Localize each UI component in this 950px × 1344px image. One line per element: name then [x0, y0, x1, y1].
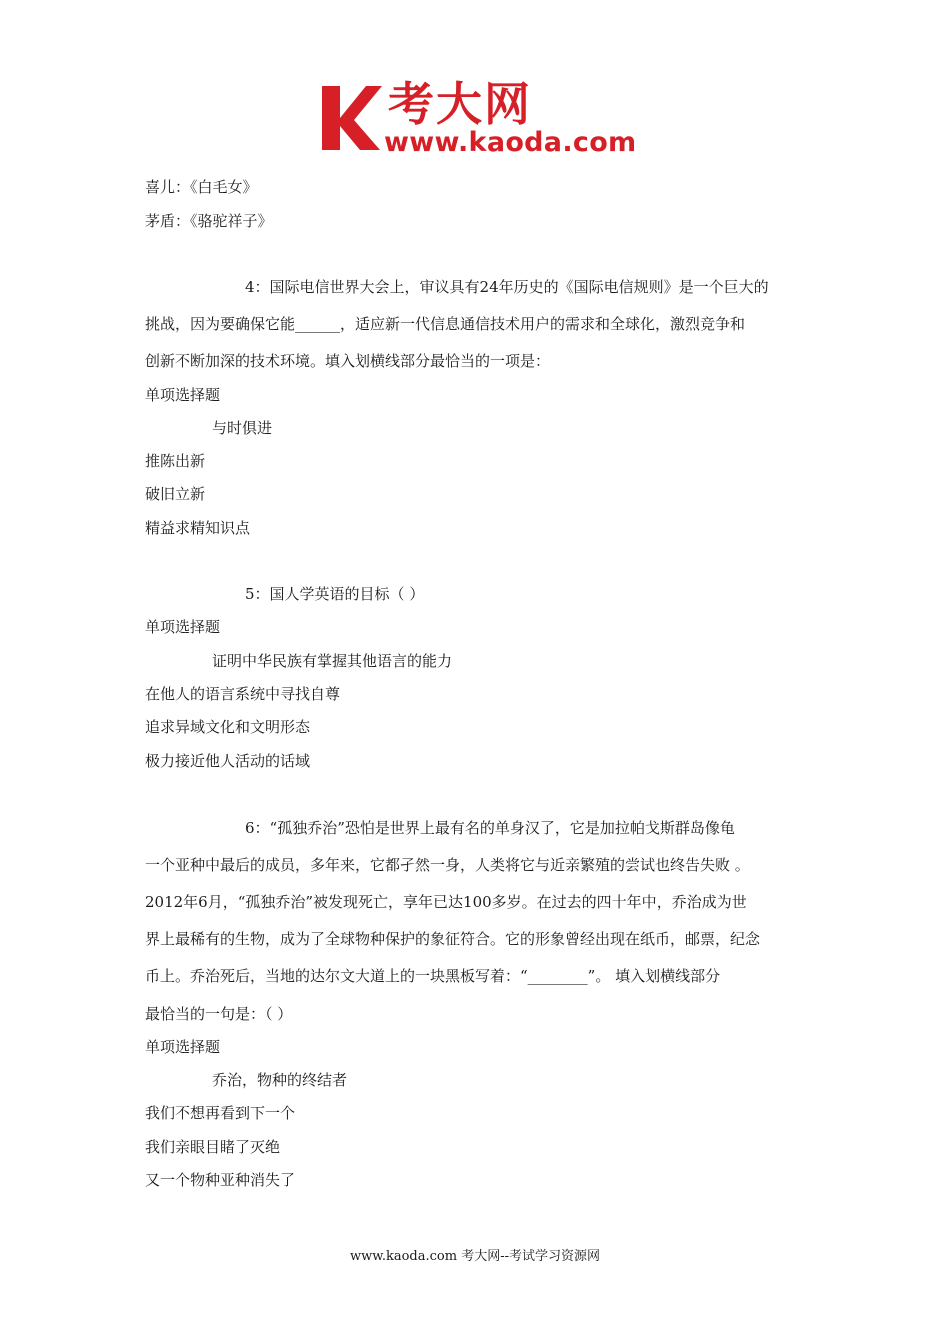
question-6-line-6: 最恰当的一句是：（ ） — [145, 1005, 293, 1023]
option-b: 在他人的语言系统中寻找自尊 — [145, 685, 341, 703]
question-6-line-1 — [245, 818, 735, 838]
option-d: 又一个物种亚种消失了 — [145, 1171, 296, 1189]
option-c: 我们亲眼目睹了灭绝 — [145, 1138, 281, 1156]
question-4-line-1 — [245, 277, 769, 297]
option-b: 我们不想再看到下一个 — [145, 1104, 296, 1122]
question-type: 单项选择题 — [145, 1038, 221, 1056]
option-c: 破旧立新 — [145, 485, 206, 503]
logo-brand-cn: 考大网 — [388, 77, 532, 131]
question-number: 6： — [245, 819, 270, 837]
question-6-line-4: 界上最稀有的生物，成为了全球物种保护的象征符合。它的形象曾经出现在纸币，邮票，纪念 — [145, 930, 761, 948]
question-6-line-2: 一个亚种中最后的成员，多年来，它都孑然一身，人类将它与近亲繁殖的尝试也终告失败 。 — [145, 856, 750, 874]
pair-line: 茅盾：《骆驼祥子》 — [145, 212, 273, 230]
question-text: 国际电信世界大会上，审议具有24年历史的《国际电信规则》是一个巨大的 — [269, 278, 769, 296]
option-a: 证明中华民族有掌握其他语言的能力 — [212, 652, 453, 670]
option-a: 乔治，物种的终结者 — [212, 1071, 348, 1089]
question-number: 5： — [245, 585, 270, 603]
kaoda-logo — [318, 77, 640, 160]
option-d: 极力接近他人活动的话域 — [145, 752, 311, 770]
question-number: 4： — [245, 278, 270, 296]
question-6-line-3: 2012年6月，“孤独乔治”被发现死亡，享年已达100多岁。在过去的四十年中，乔治成为世 — [145, 893, 747, 911]
question-4-line-3: 创新不断加深的技术环境。填入划横线部分最恰当的一项是： — [145, 352, 551, 370]
option-b: 推陈出新 — [145, 452, 206, 470]
option-a: 与时俱进 — [212, 419, 273, 437]
question-text: 国人学英语的目标（ ） — [269, 585, 425, 603]
question-6-line-5: 币上。乔治死后，当地的达尔文大道上的一块黑板写着：“________”。 填入划横线部分 — [145, 967, 721, 985]
pair-line: 喜儿：《白毛女》 — [145, 178, 258, 196]
question-5-line-1 — [245, 584, 424, 604]
question-4-line-2: 挑战，因为要确保它能______，适应新一代信息通信技术用户的需求和全球化，激烈竞争和 — [145, 315, 746, 333]
question-type: 单项选择题 — [145, 386, 221, 404]
page-footer: www.kaoda.com 考大网--考试学习资源网 — [350, 1249, 600, 1264]
option-d: 精益求精知识点 — [145, 519, 251, 537]
question-type: 单项选择题 — [145, 618, 221, 636]
question-text: “孤独乔治”恐怕是世界上最有名的单身汉了，它是加拉帕戈斯群岛像龟 — [269, 819, 735, 837]
option-c: 追求异域文化和文明形态 — [145, 718, 311, 736]
k-letter-logo-icon — [320, 82, 382, 152]
logo-brand-url: www.kaoda.com — [384, 127, 637, 158]
